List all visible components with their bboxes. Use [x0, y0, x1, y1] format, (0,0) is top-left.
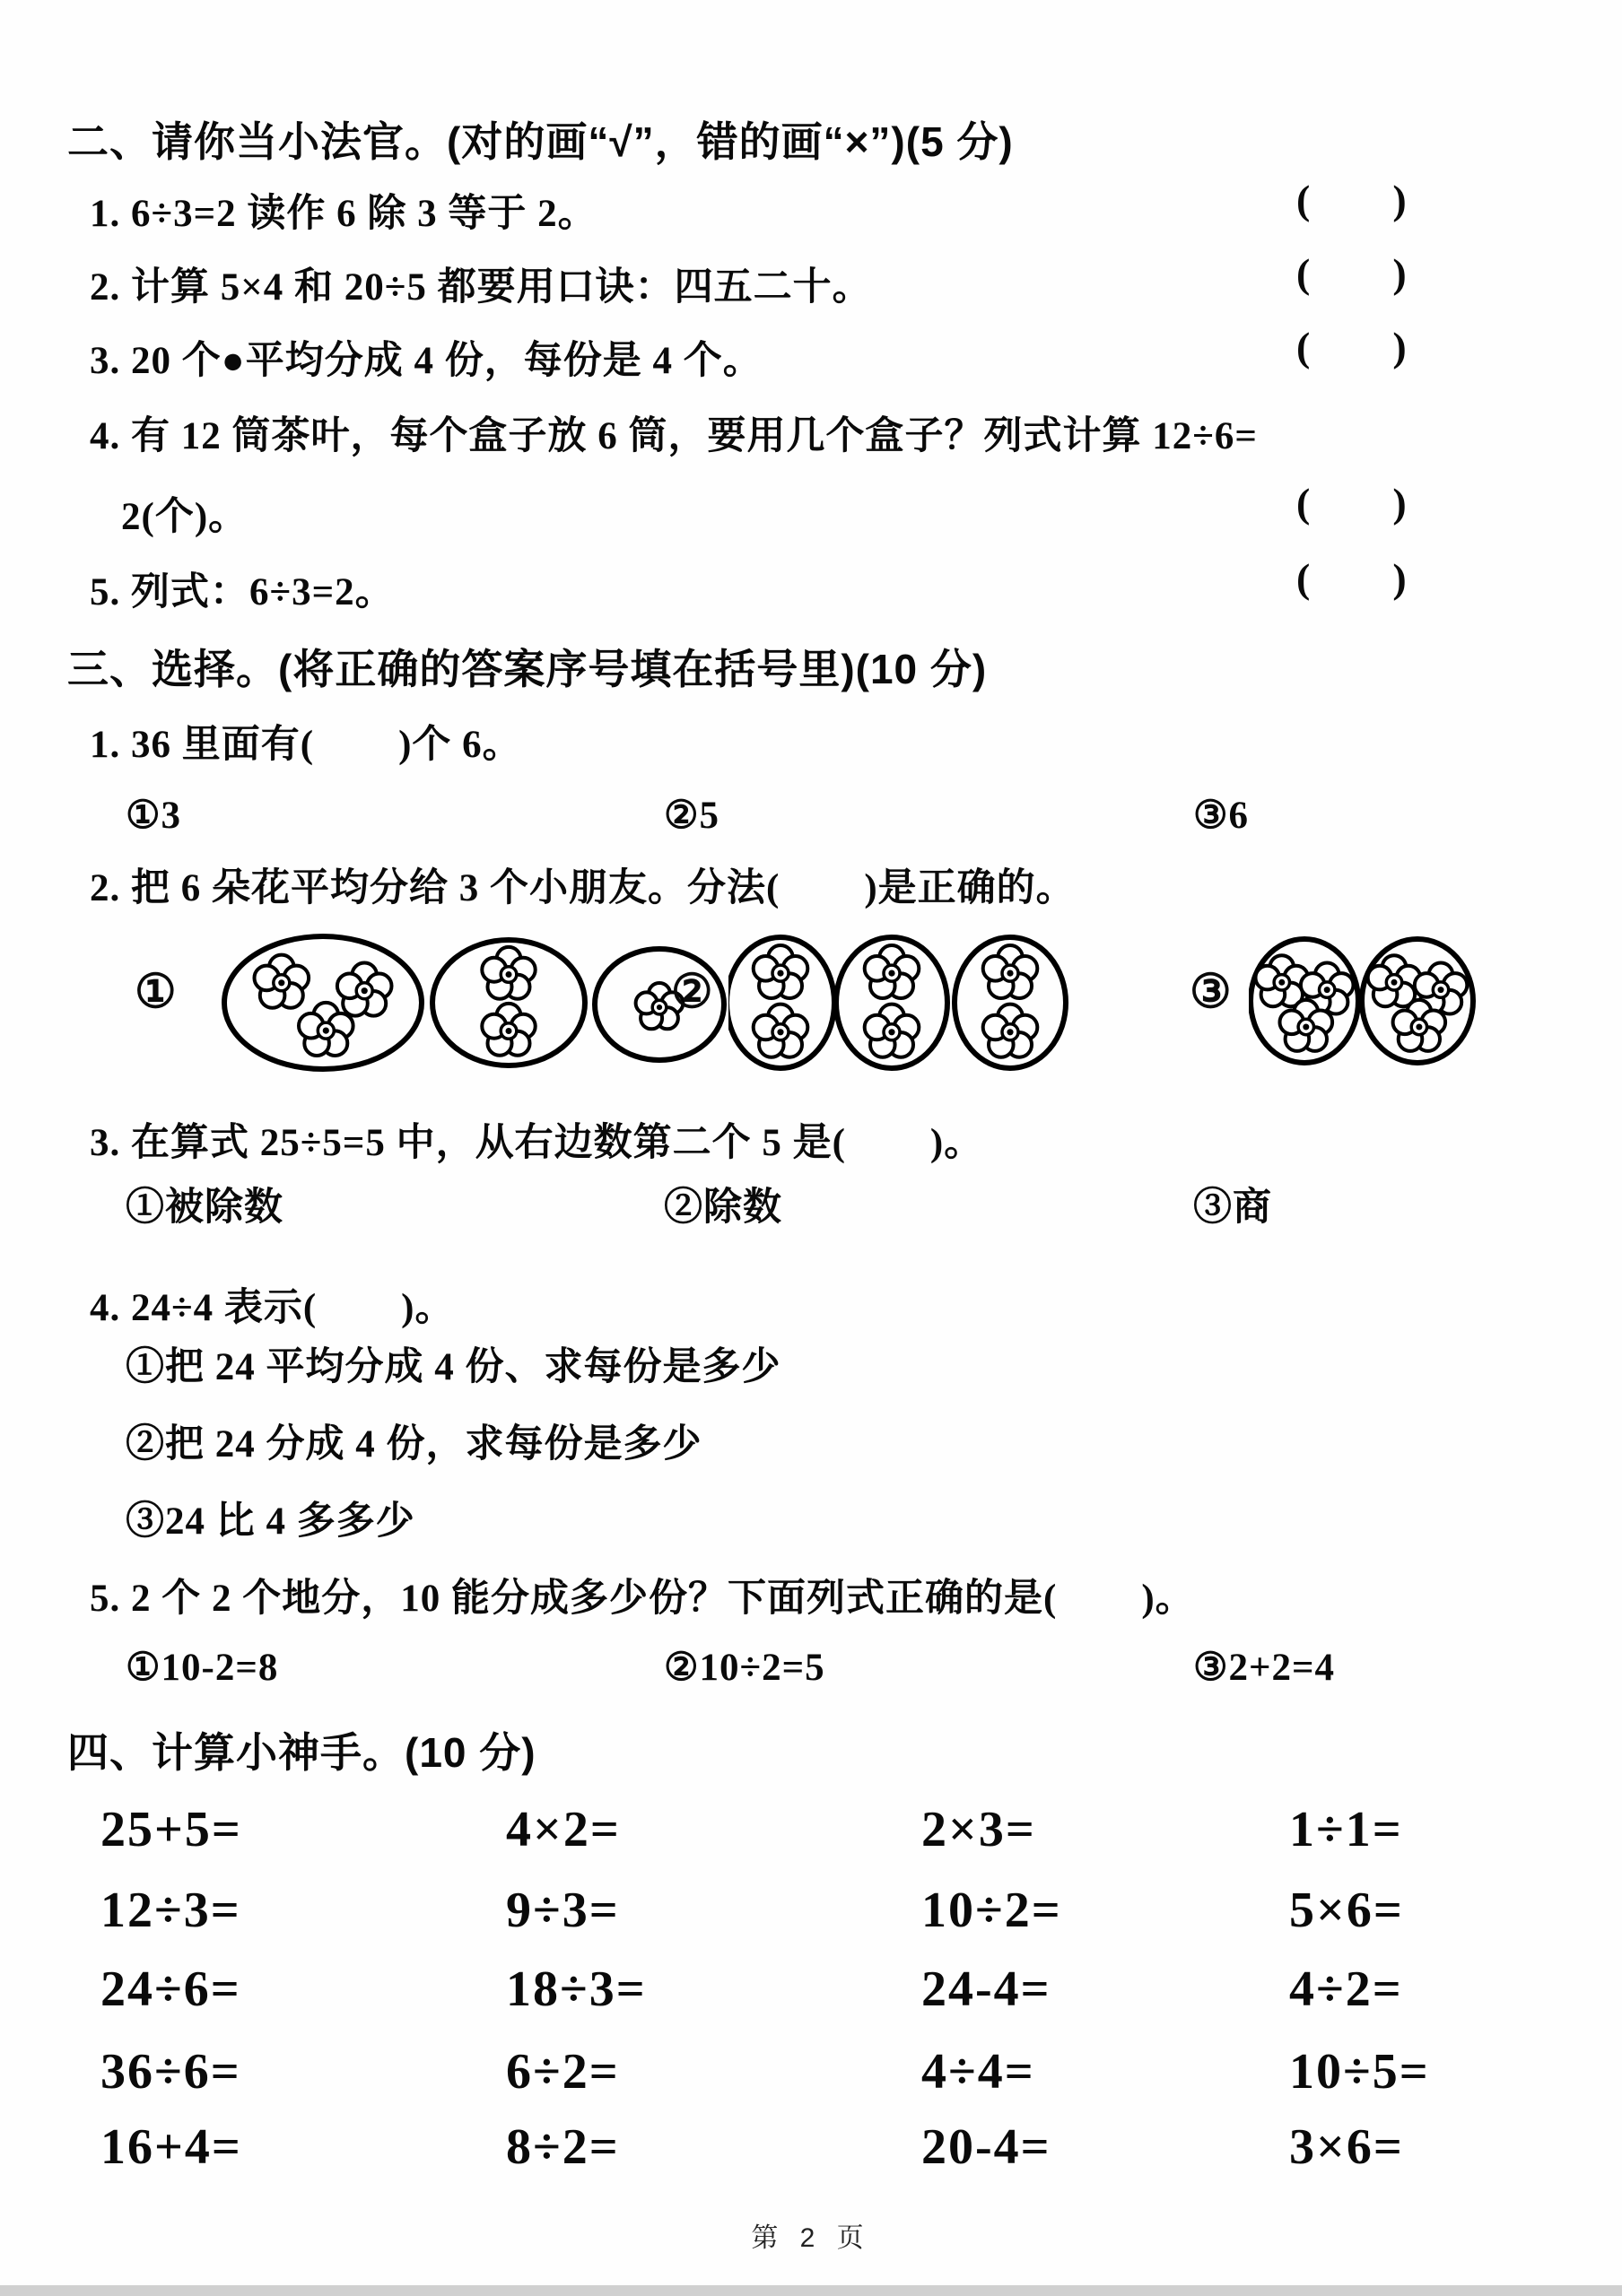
calc-problem: 10÷5= [1289, 2044, 1430, 2100]
calc-problem: 2×3= [921, 1802, 1036, 1857]
calc-problem: 10÷2= [921, 1883, 1062, 1938]
flower-group-3 [1249, 929, 1491, 1082]
calc-problem: 6÷2= [506, 2044, 620, 2100]
calc-row-5 [100, 2118, 1581, 2176]
section3-title: 三、选择。(将正确的答案序号填在括号里)(10 分) [67, 646, 988, 692]
calc-problem: 4÷2= [1289, 1961, 1403, 2017]
flower-group-2 [728, 929, 1083, 1082]
calc-problem: 12÷3= [100, 1883, 241, 1938]
mc-q2: 2. 把 6 朵花平均分给 3 个小朋友。分法( )是正确的。 [90, 867, 1076, 909]
calc-problem: 16+4= [100, 2119, 242, 2175]
calc-row-1 [100, 1801, 1581, 1858]
tf-item-5: 5. 列式：6÷3=2。 [90, 571, 395, 613]
mc-q5-option-1: ①10-2=8 [126, 1647, 279, 1689]
calc-problem: 9÷3= [506, 1883, 620, 1938]
calc-problem: 24-4= [921, 1961, 1051, 2017]
answer-parens-2: ( ) [1296, 250, 1407, 296]
calc-problem: 3×6= [1289, 2119, 1404, 2175]
mc-q1-option-2: ②5 [664, 795, 720, 837]
answer-parens-1: ( ) [1296, 177, 1407, 222]
mc-q1: 1. 36 里面有( )个 6。 [90, 724, 522, 766]
flower-group-label-3: ③ [1190, 967, 1232, 1018]
mc-q1-option-1: ①3 [126, 795, 182, 837]
tf-item-3: 3. 20 个●平均分成 4 份，每份是 4 个。 [90, 340, 763, 382]
calc-row-4 [100, 2043, 1581, 2100]
calc-problem: 4÷4= [921, 2044, 1035, 2100]
section4-title: 四、计算小神手。(10 分) [67, 1729, 536, 1776]
answer-parens-5: ( ) [1296, 555, 1407, 601]
scan-edge-bar [0, 2285, 1622, 2296]
mc-q3-option-1: ①被除数 [126, 1187, 283, 1229]
calc-problem: 18÷3= [506, 1961, 647, 2017]
flower-group-1 [193, 929, 740, 1082]
flower-group-label-1: ① [135, 967, 177, 1018]
tf-item-2: 2. 计算 5×4 和 20÷5 都要用口诀：四五二十。 [90, 266, 872, 309]
calc-problem: 8÷2= [506, 2119, 620, 2175]
calc-problem: 24÷6= [100, 1961, 241, 2017]
mc-q3: 3. 在算式 25÷5=5 中，从右边数第二个 5 是( )。 [90, 1122, 984, 1164]
calc-problem: 20-4= [921, 2119, 1051, 2175]
mc-q4: 4. 24÷4 表示( )。 [90, 1287, 455, 1329]
calc-problem: 4×2= [506, 1802, 621, 1857]
calc-problem: 5×6= [1289, 1883, 1404, 1938]
tf-item-4-line1: 4. 有 12 筒茶叶，每个盒子放 6 筒，要用几个盒子？列式计算 12÷6= [90, 415, 1258, 457]
tf-item-4-line2: 2(个)。 [121, 496, 249, 538]
calc-problem: 1÷1= [1289, 1802, 1403, 1857]
calc-row-2 [100, 1882, 1581, 1939]
flower-group-label-2: ② [671, 967, 713, 1018]
calc-row-3 [100, 1961, 1581, 2018]
answer-parens-4: ( ) [1296, 480, 1407, 526]
page-number: 第 2 页 [751, 2223, 871, 2253]
mc-q4-option-2: ②把 24 分成 4 份，求每份是多少 [126, 1423, 702, 1465]
mc-q4-option-3: ③24 比 4 多多少 [126, 1500, 415, 1543]
mc-q5: 5. 2 个 2 个地分，10 能分成多少份？下面列式正确的是( )。 [90, 1578, 1195, 1620]
mc-q3-option-2: ②除数 [664, 1187, 782, 1229]
section2-title: 二、请你当小法官。(对的画“√”，错的画“×”)(5 分) [67, 118, 1014, 165]
answer-parens-3: ( ) [1296, 324, 1407, 370]
mc-q1-option-3: ③6 [1193, 795, 1250, 837]
mc-q5-option-3: ③2+2=4 [1193, 1647, 1336, 1689]
mc-q4-option-1: ①把 24 平均分成 4 份、求每份是多少 [126, 1346, 781, 1388]
calc-problem: 36÷6= [100, 2044, 241, 2100]
mc-q5-option-2: ②10÷2=5 [664, 1647, 825, 1689]
tf-item-1: 1. 6÷3=2 读作 6 除 3 等于 2。 [90, 193, 597, 235]
calc-problem: 25+5= [100, 1802, 242, 1857]
mc-q3-option-3: ③商 [1193, 1187, 1272, 1229]
